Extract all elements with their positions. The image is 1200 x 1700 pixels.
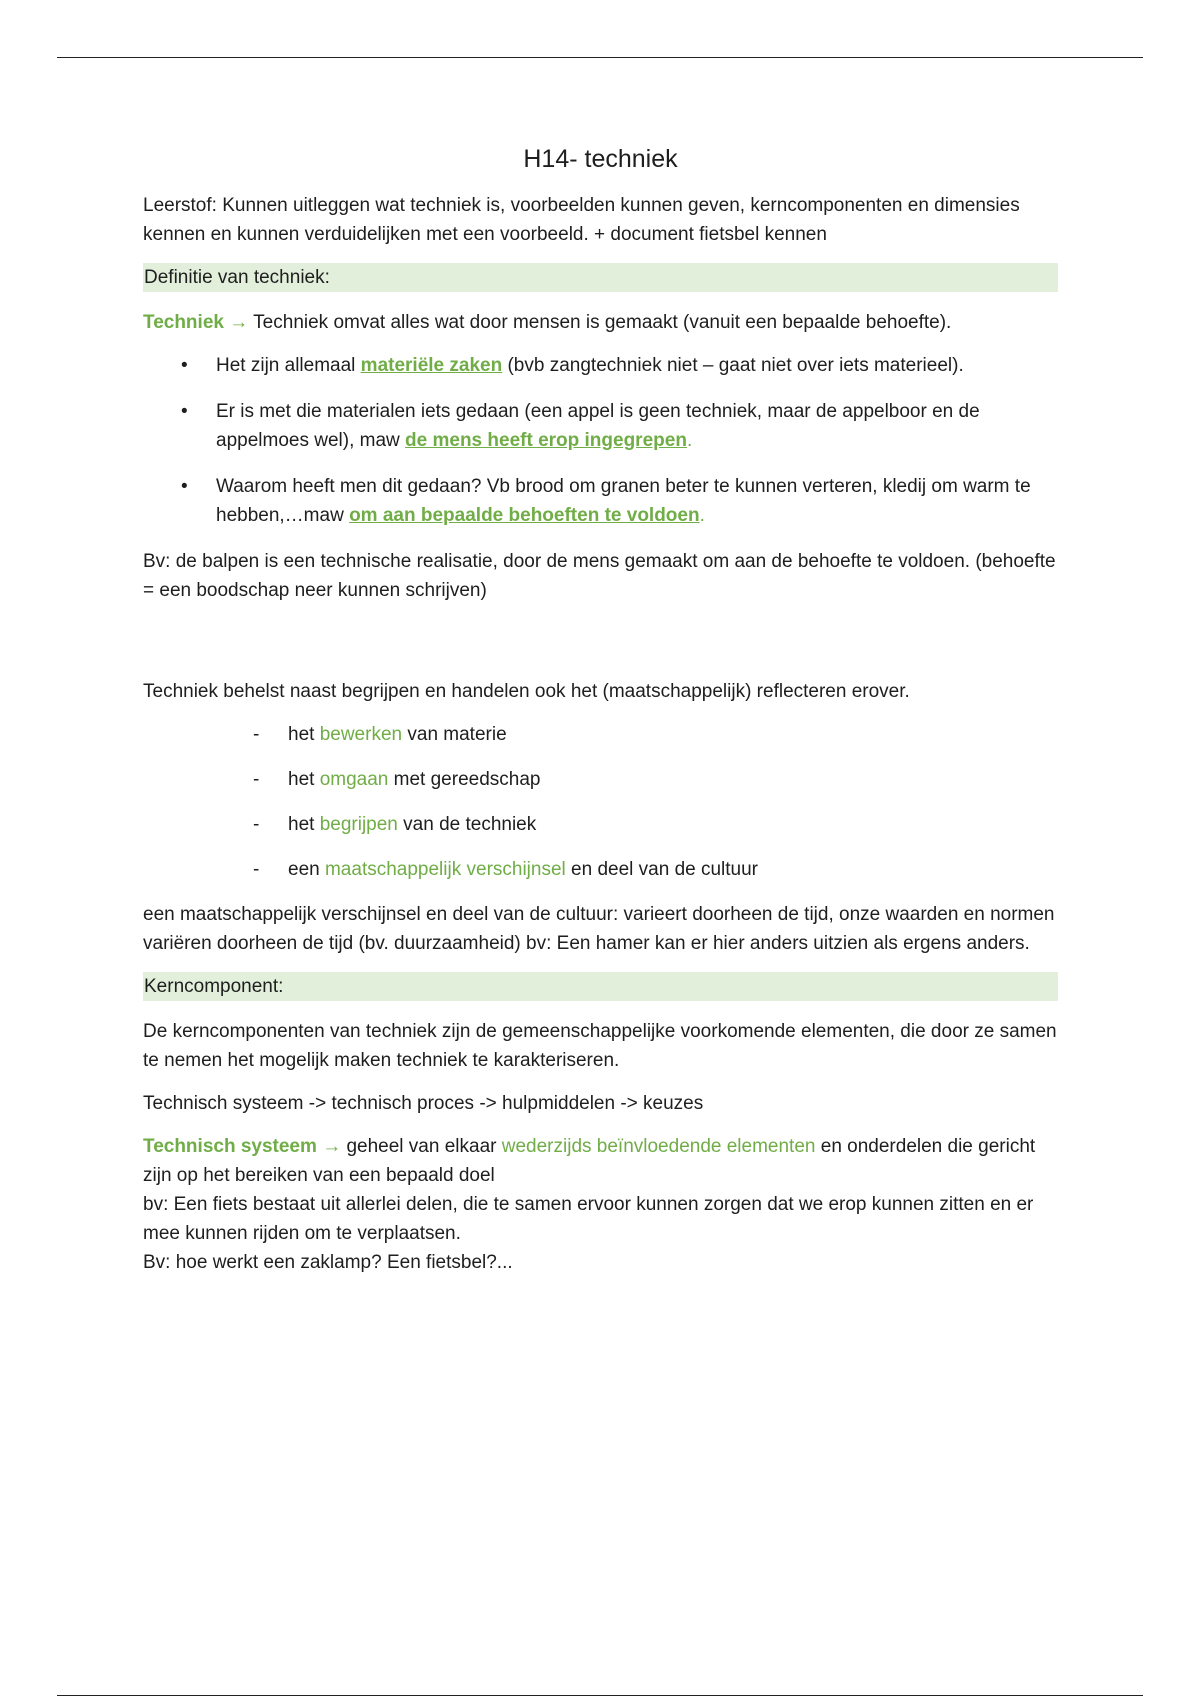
document-page [143, 140, 1058, 1277]
dash-item [143, 810, 1058, 839]
bullet-item [143, 472, 1058, 530]
intro-paragraph: Leerstof: Kunnen uitleggen wat techniek is, voorbeelden kunnen geven, kerncomponenten en dimensies kennen en kunnen verduidelijken met een voorbeeld. + document fietsbel kennen [143, 195, 1020, 245]
section-heading-definitie: Definitie van techniek: [143, 263, 1058, 292]
dash-highlight: omgaan [319, 769, 389, 790]
bullet-highlight: materiële zaken [360, 355, 503, 376]
bullet-icon: • [181, 476, 188, 497]
example-paragraph: Bv: de balpen is een technische realisatie, door de mens gemaakt om aan de behoefte te voldoen. (behoefte = een boodschap neer kunnen schrijven) [143, 551, 1056, 601]
bullet-icon: • [181, 401, 188, 422]
dimension-list [143, 720, 1058, 884]
zaklamp-example: Bv: hoe werkt een zaklamp? Een fietsbel?... [143, 1252, 513, 1273]
arrow-right-icon: → [322, 1136, 342, 1157]
technisch-systeem-paragraph [143, 1132, 1058, 1190]
dash-icon: - [253, 814, 260, 835]
systeem-text: en onderdelen die gericht zijn op het bereiken van een bepaald doel [143, 1136, 1036, 1186]
footer-rule [57, 1695, 1143, 1696]
dash-icon: - [253, 859, 260, 880]
systeem-highlight: wederzijds beïnvloedende elementen [501, 1136, 816, 1157]
section-heading-kerncomponent: Kerncomponent: [143, 972, 1058, 1001]
definition-text: Techniek omvat alles wat door mensen is gemaakt (vanuit een bepaalde behoefte). [248, 312, 952, 333]
dash-text: van de techniek [397, 814, 537, 835]
dash-item [143, 855, 1058, 884]
fiets-example: bv: Een fiets bestaat uit allerlei delen, die te samen ervoor kunnen zorgen dat we erop kunnen zitten en er mee kunnen rijden om te verplaatsen. [143, 1194, 1034, 1244]
spacer [143, 619, 1058, 677]
dash-highlight: begrijpen [319, 814, 398, 835]
bullet-text: Waarom heeft men dit gedaan? Vb brood om granen beter te kunnen verteren, kledij om warm te hebben,…maw [216, 476, 1031, 526]
bullet-text: Er is met die materialen iets gedaan (een appel is geen techniek, maar de appelboor en de appelmoes wel), maw [216, 401, 980, 451]
dash-item [143, 765, 1058, 794]
dash-icon: - [253, 724, 260, 745]
dash-text: en deel van de cultuur [565, 859, 759, 880]
bullet-highlight: de mens heeft erop ingegrepen [405, 430, 687, 451]
dash-text: het [288, 814, 320, 835]
dash-text: het [288, 769, 320, 790]
bullet-item [143, 397, 1058, 455]
bullet-text: (bvb zangtechniek niet – gaat niet over iets materieel). [502, 355, 964, 376]
kerncomponent-paragraph: De kerncomponenten van techniek zijn de gemeenschappelijke voorkomende elementen, die door ze samen te nemen het mogelijk maken techniek te karakteriseren. [143, 1021, 1057, 1071]
bullet-text: . [699, 505, 705, 526]
bullet-icon: • [181, 355, 188, 376]
definition-bullet-list [143, 351, 1058, 530]
dash-highlight: maatschappelijk verschijnsel [324, 859, 566, 880]
bullet-highlight: om aan bepaalde behoeften te voldoen [349, 505, 700, 526]
page-title: H14- techniek [523, 145, 678, 173]
bullet-text: Het zijn allemaal [216, 355, 361, 376]
definition-term: Techniek [143, 312, 224, 333]
bullet-text: . [686, 430, 693, 451]
systeem-text: geheel van elkaar [341, 1136, 502, 1157]
dash-text: het [288, 724, 320, 745]
bullet-item [143, 351, 1058, 380]
dash-text: van materie [402, 724, 507, 745]
definition-paragraph [143, 308, 1058, 337]
dash-text: een [288, 859, 325, 880]
dash-highlight: bewerken [319, 724, 403, 745]
header-rule [57, 57, 1143, 58]
technisch-systeem-term: Technisch systeem [143, 1136, 317, 1157]
component-chain: Technisch systeem -> technisch proces -> hulpmiddelen -> keuzes [143, 1093, 704, 1114]
society-paragraph: een maatschappelijk verschijnsel en deel van de cultuur: varieert doorheen de tijd, onze waarden en normen variëren doorheen de tijd (bv. duurzaamheid) bv: Een hamer kan er hier anders uitzien als ergens anders. [143, 904, 1055, 954]
dash-icon: - [253, 769, 260, 790]
dash-item [143, 720, 1058, 749]
behelst-paragraph: Techniek behelst naast begrijpen en handelen ook het (maatschappelijk) reflecteren erover. [143, 681, 910, 702]
dash-text: met gereedschap [388, 769, 541, 790]
arrow-right-icon: → [229, 312, 249, 333]
